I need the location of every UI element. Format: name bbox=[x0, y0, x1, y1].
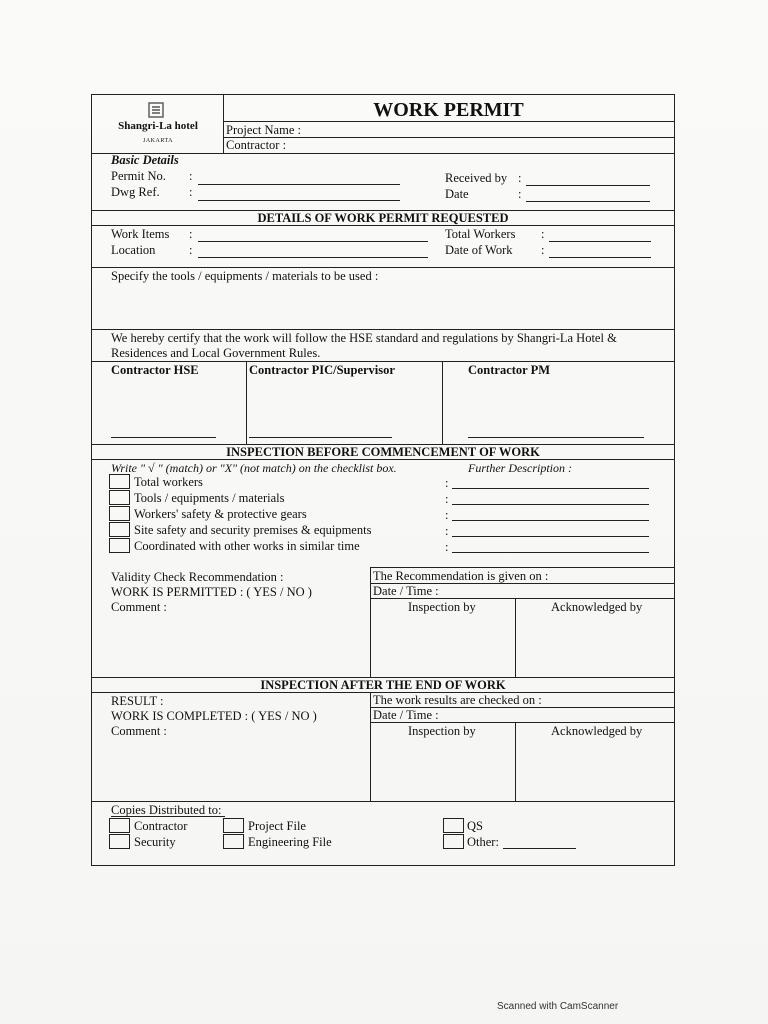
colon: : bbox=[445, 508, 449, 522]
date-label: Date bbox=[445, 187, 469, 201]
permit-no-field[interactable] bbox=[198, 184, 400, 185]
colon: : bbox=[189, 185, 193, 199]
further-description-label: Further Description : bbox=[468, 461, 572, 475]
checkbox-coordinated[interactable] bbox=[109, 538, 130, 553]
checklist-instruction: Write " √ " (match) or "X" (not match) on the checklist box. bbox=[111, 461, 397, 475]
acknowledged-by-label: Acknowledged by bbox=[551, 600, 643, 614]
copies-heading-underline bbox=[111, 816, 225, 817]
details-heading: DETAILS OF WORK PERMIT REQUESTED bbox=[257, 211, 509, 225]
checkbox-total-workers[interactable] bbox=[109, 474, 130, 489]
work-items-label: Work Items bbox=[111, 227, 170, 241]
column-rule bbox=[515, 598, 516, 677]
shangri-la-logo-icon bbox=[148, 102, 164, 118]
colon: : bbox=[541, 243, 545, 257]
contractor-hse-label: Contractor HSE bbox=[111, 363, 199, 377]
contractor-label: Contractor : bbox=[226, 138, 287, 152]
certify-line-1: We hereby certify that the work will follow the HSE standard and regulations by Shangri-La Hotel & bbox=[111, 331, 617, 345]
logo-name: Shangri-La hotel bbox=[118, 120, 198, 132]
colon: : bbox=[189, 227, 193, 241]
received-by-label: Received by bbox=[445, 171, 508, 185]
checked-on-label: The work results are checked on : bbox=[373, 693, 542, 707]
tools-label: Specify the tools / equipments / materials to be used : bbox=[111, 269, 379, 283]
validity-label: Validity Check Recommendation : bbox=[111, 570, 284, 584]
comment-label: Comment : bbox=[111, 600, 167, 614]
checkbox-site-safety[interactable] bbox=[109, 522, 130, 537]
inspection-by-label: Inspection by bbox=[408, 724, 476, 738]
colon: : bbox=[445, 540, 449, 554]
work-permit-form bbox=[91, 94, 675, 866]
inspection-by-label: Inspection by bbox=[408, 600, 476, 614]
completed-label: WORK IS COMPLETED : ( YES / NO ) bbox=[111, 709, 317, 723]
contractor-pic-label: Contractor PIC/Supervisor bbox=[249, 363, 395, 377]
section-rule bbox=[92, 361, 674, 362]
colon: : bbox=[445, 476, 449, 490]
checkbox-security-copy[interactable] bbox=[109, 834, 130, 849]
contractor-pm-label: Contractor PM bbox=[468, 363, 551, 377]
section-rule bbox=[92, 459, 674, 460]
date-time-label: Date / Time : bbox=[373, 708, 439, 722]
check-item-label: Site safety and security premises & equipments bbox=[134, 523, 372, 537]
column-rule bbox=[246, 361, 247, 444]
dwg-ref-label: Dwg Ref. bbox=[111, 185, 160, 199]
checkbox-safety-gears[interactable] bbox=[109, 506, 130, 521]
further-desc-field[interactable] bbox=[452, 552, 649, 553]
checkbox-other-copy[interactable] bbox=[443, 834, 464, 849]
rec-given-label: The Recommendation is given on : bbox=[373, 569, 549, 583]
date-of-work-label: Date of Work bbox=[445, 243, 513, 257]
scanner-watermark: Scanned with CamScanner bbox=[497, 1001, 619, 1012]
permit-no-label: Permit No. bbox=[111, 169, 166, 183]
column-rule bbox=[515, 722, 516, 801]
copy-other-field[interactable] bbox=[503, 848, 576, 849]
check-item-label: Tools / equipments / materials bbox=[134, 491, 285, 505]
contractor-pic-signature[interactable] bbox=[249, 437, 392, 438]
project-rule bbox=[223, 137, 674, 138]
checkbox-contractor-copy[interactable] bbox=[109, 818, 130, 833]
project-name-label: Project Name : bbox=[226, 123, 301, 137]
date-of-work-field[interactable] bbox=[549, 257, 651, 258]
header-bottom-rule bbox=[92, 153, 674, 154]
section-rule bbox=[92, 801, 674, 802]
further-desc-field[interactable] bbox=[452, 536, 649, 537]
column-rule bbox=[442, 361, 443, 444]
inspection-before-heading: INSPECTION BEFORE COMMENCEMENT OF WORK bbox=[226, 445, 540, 459]
check-item-label: Total workers bbox=[134, 475, 203, 489]
tools-input-area[interactable] bbox=[111, 285, 661, 327]
total-workers-field[interactable] bbox=[549, 241, 651, 242]
column-rule bbox=[370, 692, 371, 801]
location-label: Location bbox=[111, 243, 156, 257]
title-rule bbox=[223, 121, 674, 122]
checkbox-qs-copy[interactable] bbox=[443, 818, 464, 833]
copies-heading: Copies Distributed to: bbox=[111, 803, 222, 817]
work-items-field[interactable] bbox=[198, 241, 428, 242]
further-desc-field[interactable] bbox=[452, 504, 649, 505]
colon: : bbox=[518, 187, 522, 201]
logo-city: JAKARTA bbox=[143, 138, 173, 144]
check-item-label: Workers' safety & protective gears bbox=[134, 507, 307, 521]
colon: : bbox=[189, 243, 193, 257]
form-title: WORK PERMIT bbox=[373, 99, 524, 121]
copy-security-label: Security bbox=[134, 835, 176, 849]
checkbox-engineering-file-copy[interactable] bbox=[223, 834, 244, 849]
received-by-field[interactable] bbox=[526, 185, 650, 186]
further-desc-field[interactable] bbox=[452, 488, 649, 489]
colon: : bbox=[541, 227, 545, 241]
copy-contractor-label: Contractor bbox=[134, 819, 188, 833]
section-rule bbox=[92, 267, 674, 268]
certify-line-2: Residences and Local Government Rules. bbox=[111, 346, 321, 360]
further-desc-field[interactable] bbox=[452, 520, 649, 521]
colon: : bbox=[445, 492, 449, 506]
basic-details-heading: Basic Details bbox=[111, 153, 179, 167]
date-time-label: Date / Time : bbox=[373, 584, 439, 598]
table-rule bbox=[370, 598, 674, 599]
section-rule bbox=[92, 225, 674, 226]
colon: : bbox=[189, 169, 193, 183]
checkbox-tools[interactable] bbox=[109, 490, 130, 505]
colon: : bbox=[518, 171, 522, 185]
check-item-label: Coordinated with other works in similar time bbox=[134, 539, 360, 553]
section-rule bbox=[92, 329, 674, 330]
result-label: RESULT : bbox=[111, 694, 164, 708]
location-field[interactable] bbox=[198, 257, 428, 258]
contractor-hse-signature[interactable] bbox=[111, 437, 216, 438]
table-rule bbox=[370, 722, 674, 723]
contractor-pm-signature[interactable] bbox=[468, 437, 644, 438]
colon: : bbox=[445, 524, 449, 538]
total-workers-label: Total Workers bbox=[445, 227, 516, 241]
table-rule bbox=[370, 567, 674, 568]
comment-label: Comment : bbox=[111, 724, 167, 738]
copy-qs-label: QS bbox=[467, 819, 483, 833]
inspection-after-heading: INSPECTION AFTER THE END OF WORK bbox=[260, 678, 506, 692]
date-field[interactable] bbox=[526, 201, 650, 202]
checkbox-project-file-copy[interactable] bbox=[223, 818, 244, 833]
copy-other-label: Other: bbox=[467, 835, 499, 849]
acknowledged-by-label: Acknowledged by bbox=[551, 724, 643, 738]
permitted-label: WORK IS PERMITTED : ( YES / NO ) bbox=[111, 585, 312, 599]
copy-project-file-label: Project File bbox=[248, 819, 306, 833]
copy-engineering-file-label: Engineering File bbox=[248, 835, 332, 849]
dwg-ref-field[interactable] bbox=[198, 200, 400, 201]
